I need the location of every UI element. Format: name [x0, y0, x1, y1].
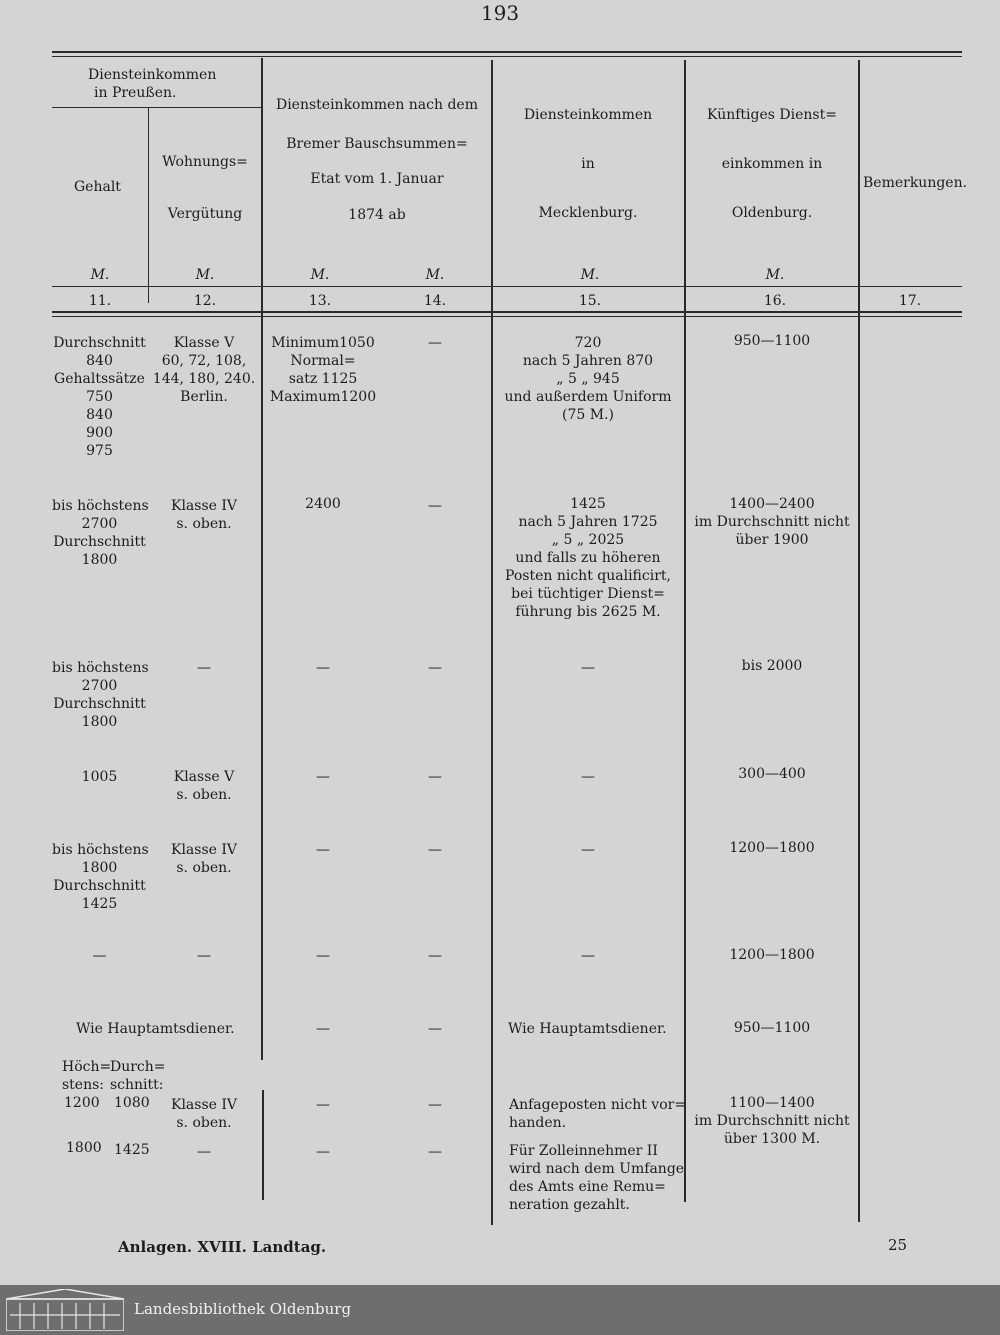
- r1-c11-4: 840: [86, 407, 113, 423]
- vline-14-15: [491, 60, 493, 1225]
- r5-c11-3: 1425: [81, 896, 118, 912]
- r2-c11-2: Durchschnitt: [53, 534, 146, 550]
- r6-c14: —: [428, 948, 442, 964]
- colnum-16: 16.: [763, 293, 787, 309]
- r8-hoechstens-label-1: stens:: [62, 1077, 105, 1093]
- r4-c14: —: [428, 769, 442, 785]
- r1-c13-2: satz 1125: [288, 371, 358, 387]
- header-col13-2: Bremer Bauschsummen=: [286, 136, 468, 152]
- r3-c12: —: [197, 660, 211, 676]
- r2-c16-0: 1400—2400: [729, 496, 815, 512]
- page-footer-right: 25: [888, 1236, 908, 1254]
- r7-c15: Wie Hauptamtsdiener.: [508, 1021, 667, 1037]
- r2-c15-5: bei tüchtiger Dienst=: [511, 586, 665, 602]
- header-col15-1: Diensteinkommen: [523, 107, 653, 123]
- colnum-14: 14.: [423, 293, 447, 309]
- header-col16-1: Künftiges Dienst=: [707, 107, 837, 123]
- r4-c16: 300—400: [738, 766, 806, 782]
- vline-16-17: [858, 60, 860, 1222]
- r5-c11-1: 1800: [81, 860, 118, 876]
- r8-durchschnitt-label-0: Durch=: [110, 1059, 166, 1075]
- r7-c14: —: [428, 1021, 442, 1037]
- r8-c15-2: Für Zolleinnehmer II: [509, 1143, 658, 1159]
- header-col13-3: Etat vom 1. Januar: [310, 171, 444, 187]
- r2-c13: 2400: [305, 496, 341, 512]
- r2-c11-1: 2700: [81, 516, 118, 532]
- r4-c11: 1005: [81, 769, 118, 785]
- r8-hoechstens-label-0: Höch=: [62, 1059, 112, 1075]
- r1-c13-1: Normal=: [290, 353, 356, 369]
- r1-c15-0: 720: [574, 335, 602, 351]
- r1-c15-4: (75 M.): [562, 407, 614, 423]
- header-col12-2: Vergütung: [167, 206, 243, 222]
- r1-c11-5: 900: [86, 425, 113, 441]
- r8-c15-5: neration gezahlt.: [509, 1197, 630, 1213]
- r4-c13: —: [316, 769, 330, 785]
- r1-c11-6: 975: [86, 443, 113, 459]
- r7-c13: —: [316, 1021, 330, 1037]
- r3-c13: —: [316, 660, 330, 676]
- r8-c12-0: Klasse IV: [170, 1097, 238, 1113]
- header-col13-1: Diensteinkommen nach dem: [275, 97, 478, 113]
- vline-11-12: [148, 108, 149, 303]
- r1-c11-2: Gehaltssätze: [54, 371, 145, 387]
- r8-c15-3: wird nach dem Umfange: [509, 1161, 685, 1177]
- r8-c16-2: über 1300 M.: [723, 1131, 821, 1147]
- r8-c16-1: im Durchschnitt nicht: [694, 1113, 850, 1129]
- rule-numbers: [52, 311, 962, 313]
- r6-c16: 1200—1800: [729, 947, 815, 963]
- r1-c11-3: 750: [86, 389, 113, 405]
- r4-c15: —: [581, 769, 595, 785]
- r2-c15-1: nach 5 Jahren 1725: [518, 514, 658, 530]
- r8-c14-0: —: [428, 1097, 442, 1113]
- unit-14: M.: [425, 267, 445, 283]
- rule-top: [52, 51, 962, 53]
- r6-c12: —: [197, 948, 211, 964]
- header-col11: Gehalt: [74, 179, 121, 195]
- r1-c12-2: 144, 180, 240.: [152, 371, 256, 387]
- r3-c11-2: Durchschnitt: [53, 696, 146, 712]
- unit-16: M.: [765, 267, 785, 283]
- rule-units: [52, 286, 962, 287]
- r5-c13: —: [316, 842, 330, 858]
- r8-c12-2: —: [197, 1144, 211, 1160]
- header-col12-1: Wohnungs=: [162, 154, 248, 170]
- header-col13-4: 1874 ab: [348, 207, 406, 223]
- r7-c16: 950—1100: [733, 1020, 811, 1036]
- r2-c12-0: Klasse IV: [170, 498, 238, 514]
- colnum-15: 15.: [578, 293, 602, 309]
- r7-c11-12: Wie Hauptamtsdiener.: [76, 1021, 235, 1037]
- r5-c16: 1200—1800: [729, 840, 815, 856]
- library-building-icon: [6, 1289, 124, 1335]
- r8-c14-1: —: [428, 1144, 442, 1160]
- r3-c11-1: 2700: [81, 678, 118, 694]
- colnum-11: 11.: [88, 293, 112, 309]
- library-name: Landesbibliothek Oldenburg: [134, 1300, 352, 1318]
- r5-c12-0: Klasse IV: [170, 842, 238, 858]
- r8-c15-1: handen.: [509, 1115, 567, 1131]
- r1-c12-0: Klasse V: [173, 335, 235, 351]
- r1-c12-3: Berlin.: [180, 389, 228, 405]
- colnum-13: 13.: [308, 293, 332, 309]
- vline-12-13: [261, 58, 263, 1060]
- r8-c13-0: —: [316, 1097, 330, 1113]
- r8-value-1080: 1080: [114, 1095, 150, 1111]
- r2-c15-4: Posten nicht qualificirt,: [505, 568, 671, 584]
- page-number: 193: [480, 1, 520, 25]
- r1-c11-1: 840: [86, 353, 113, 369]
- r8-c15-0: Anfageposten nicht vor=: [509, 1097, 687, 1113]
- r2-c16-2: über 1900: [735, 532, 809, 548]
- header-col15-2: in: [581, 156, 595, 172]
- r2-c12-1: s. oben.: [176, 516, 232, 532]
- r1-c13-3: Maximum1200: [269, 389, 377, 405]
- r5-c11-0: bis höchstens: [52, 842, 149, 858]
- r2-c14: —: [428, 498, 442, 514]
- r5-c14: —: [428, 842, 442, 858]
- r1-c15-3: und außerdem Uniform: [504, 389, 672, 405]
- r2-c11-3: 1800: [81, 552, 118, 568]
- r8-c12-1: s. oben.: [176, 1115, 232, 1131]
- r1-c15-1: nach 5 Jahren 870: [522, 353, 654, 369]
- r8-value-1800: 1800: [66, 1140, 102, 1156]
- r1-c11-0: Durchschnitt: [53, 335, 146, 351]
- unit-12: M.: [195, 267, 215, 283]
- r1-c14: —: [428, 335, 442, 351]
- rule-top-2: [52, 56, 962, 57]
- rule-group: [52, 107, 262, 108]
- r2-c15-0: 1425: [570, 496, 606, 512]
- r1-c16: 950—1100: [733, 333, 811, 349]
- r6-c15: —: [581, 948, 595, 964]
- r1-c15-2: „ 5 „ 945: [556, 371, 620, 387]
- r6-c13: —: [316, 948, 330, 964]
- r3-c16: bis 2000: [741, 658, 803, 674]
- r8-c13-1: —: [316, 1144, 330, 1160]
- header-col16-2: einkommen in: [721, 156, 823, 172]
- r3-c11-0: bis höchstens: [52, 660, 149, 676]
- r8-c15-4: des Amts eine Remu=: [509, 1179, 666, 1195]
- r1-c12-1: 60, 72, 108,: [161, 353, 247, 369]
- r2-c11-0: bis höchstens: [52, 498, 149, 514]
- rule-numbers-2: [52, 316, 962, 317]
- r4-c12-0: Klasse V: [173, 769, 235, 785]
- r8-value-1425: 1425: [114, 1142, 150, 1158]
- r2-c15-6: führung bis 2625 M.: [515, 604, 661, 620]
- r3-c11-3: 1800: [81, 714, 118, 730]
- r8-value-1200: 1200: [64, 1095, 100, 1111]
- header-preussen-1: Diensteinkommen: [88, 67, 217, 83]
- library-banner: [0, 1285, 1000, 1335]
- colnum-17: 17.: [898, 293, 922, 309]
- unit-13: M.: [310, 267, 330, 283]
- r5-c15: —: [581, 842, 595, 858]
- r2-c15-3: und falls zu höheren: [515, 550, 661, 566]
- colnum-12: 12.: [193, 293, 217, 309]
- header-col15-3: Mecklenburg.: [538, 205, 638, 221]
- header-col16-3: Oldenburg.: [731, 205, 813, 221]
- r1-c13-0: Minimum1050: [271, 335, 375, 351]
- r3-c15: —: [581, 660, 595, 676]
- r2-c15-2: „ 5 „ 2025: [551, 532, 625, 548]
- unit-11: M.: [90, 267, 110, 283]
- page-footer-left: Anlagen. XVIII. Landtag.: [118, 1238, 327, 1256]
- r5-c12-1: s. oben.: [176, 860, 232, 876]
- unit-15: M.: [580, 267, 600, 283]
- header-col17: Bemerkungen.: [863, 175, 968, 191]
- r3-c14: —: [428, 660, 442, 676]
- header-preussen-2: in Preußen.: [94, 85, 177, 101]
- r6-c11: —: [92, 948, 107, 964]
- r8-c16-0: 1100—1400: [729, 1095, 815, 1111]
- r5-c11-2: Durchschnitt: [53, 878, 146, 894]
- r4-c12-1: s. oben.: [176, 787, 232, 803]
- r2-c16-1: im Durchschnitt nicht: [694, 514, 850, 530]
- r8-durchschnitt-label-1: schnitt:: [110, 1077, 164, 1093]
